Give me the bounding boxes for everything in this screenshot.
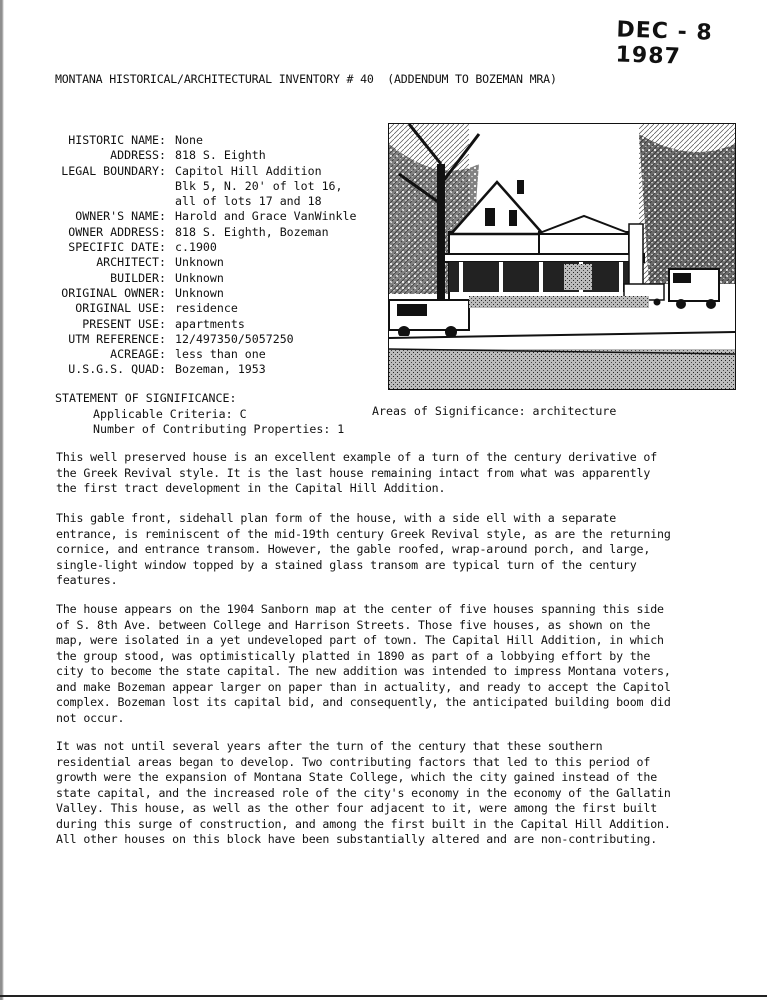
field-value: 818 S. Eighth, Bozeman <box>175 224 329 239</box>
scan-bottom-edge <box>0 995 767 997</box>
field-value: Blk 5, N. 20' of lot 16, <box>175 178 343 193</box>
field-label: ACREAGE: <box>110 347 166 362</box>
field-value: 12/497350/5057250 <box>175 331 294 346</box>
field-value: c.1900 <box>175 240 217 255</box>
field-row <box>52 332 356 347</box>
field-row <box>52 255 356 270</box>
paragraph-2: This gable front, sidehall plan form of the house, with a side ell with a separate entrance, is reminiscent of the mid-19th century Greek Revival style, as are the returning cornice, and entrance transom. However, the gable roofed, wrap-around porch, and large, single-light window topped by a stained glass transom are typical turn of the century features. <box>56 511 671 587</box>
field-value: less than one <box>175 347 266 362</box>
field-label: UTM REFERENCE: <box>68 331 166 346</box>
field-row <box>52 225 356 240</box>
field-label: ARCHITECT: <box>96 255 166 270</box>
field-value: Unknown <box>175 255 224 270</box>
field-value: all of lots 17 and 18 <box>175 194 322 209</box>
house-photo-icon <box>389 124 735 389</box>
applicable-criteria: Applicable Criteria: C <box>93 406 247 421</box>
field-label <box>52 194 175 209</box>
field-value: apartments <box>175 316 245 331</box>
paragraph-3: The house appears on the 1904 Sanborn map at the center of five houses spanning this side of S. 8th Ave. between College and Harrison Streets. Those five houses, as shown on the map, were isolated in a yet undeveloped part of town. The Capital Hill Addition, in which the group stood, was optimistically platted in 1890 as part of a lobbying effort by the city to become the state capital. The new addition was intended to impress Montana voters, and make Bozeman appear larger on paper than in actuality, and ready to accept the Capitol complex. Bozeman lost its capital bid, and consequently, the anticipated building boom did not occur. <box>56 602 671 725</box>
inventory-subtitle: (ADDENDUM TO BOZEMAN MRA) <box>387 72 557 86</box>
field-label: LEGAL BOUNDARY: <box>61 163 166 178</box>
paragraph-4: It was not until several years after the turn of the century that these southern residential areas began to develop. Two contributing factors that led to this period of growth were the expansion of Montana State College, which the city gained instead of the state capital, and the increased role of the city's economy in the economy of the Gallatin Valley. This house, as well as the other four adjacent to it, were among the first built during this surge of construction, and among the first built in the Capital Hill Addition. All other houses on this block have been substantially altered and are non-contributing. <box>56 739 671 846</box>
field-value: None <box>175 133 203 147</box>
field-row <box>52 347 356 362</box>
field-row <box>52 209 356 224</box>
contributing-properties: Number of Contributing Properties: 1 <box>93 422 345 436</box>
field-row <box>52 271 356 286</box>
significance-block <box>55 391 344 438</box>
field-value: Harold and Grace VanWinkle <box>175 209 357 224</box>
field-value: 818 S. Eighth <box>175 148 266 163</box>
field-label: PRESENT USE: <box>82 316 166 331</box>
field-row <box>52 286 356 301</box>
property-fields <box>52 133 356 378</box>
areas-of-significance: Areas of Significance: architecture <box>372 404 617 418</box>
field-row <box>52 301 356 316</box>
field-value: Unknown <box>175 285 224 300</box>
field-value: Unknown <box>175 270 224 285</box>
significance-heading: STATEMENT OF SIGNIFICANCE: <box>55 391 237 405</box>
field-row <box>52 133 356 148</box>
field-value: residence <box>175 301 238 316</box>
field-value: Capitol Hill Addition <box>175 163 322 178</box>
field-label: ADDRESS: <box>110 148 166 163</box>
house-photo <box>388 123 736 390</box>
field-row <box>52 194 356 209</box>
field-label: ORIGINAL USE: <box>75 301 166 316</box>
field-row <box>52 317 356 332</box>
field-label <box>52 179 175 194</box>
field-row <box>52 148 356 163</box>
inventory-header <box>55 72 557 86</box>
field-value: Bozeman, 1953 <box>175 362 266 377</box>
field-label: HISTORIC NAME: <box>68 133 166 147</box>
field-label: U.S.G.S. QUAD: <box>68 362 166 377</box>
field-row <box>52 240 356 255</box>
field-label: ORIGINAL OWNER: <box>61 285 166 300</box>
received-date-stamp: DEC - 8 1987 <box>615 17 714 70</box>
inventory-title: MONTANA HISTORICAL/ARCHITECTURAL INVENTORY # 40 <box>55 72 374 86</box>
paragraph-1: This well preserved house is an excellent example of a turn of the century derivative of the Greek Revival style. It is the last house remaining intact from what was apparently the first tract development in the Capital Hill Addition. <box>56 450 658 495</box>
field-row <box>52 179 356 194</box>
field-label: BUILDER: <box>110 270 166 285</box>
field-row <box>52 164 356 179</box>
field-row <box>52 362 356 377</box>
field-label: OWNER ADDRESS: <box>68 224 166 239</box>
scan-edge <box>0 0 5 1000</box>
field-label: SPECIFIC DATE: <box>68 240 166 255</box>
field-label: OWNER'S NAME: <box>75 209 166 224</box>
